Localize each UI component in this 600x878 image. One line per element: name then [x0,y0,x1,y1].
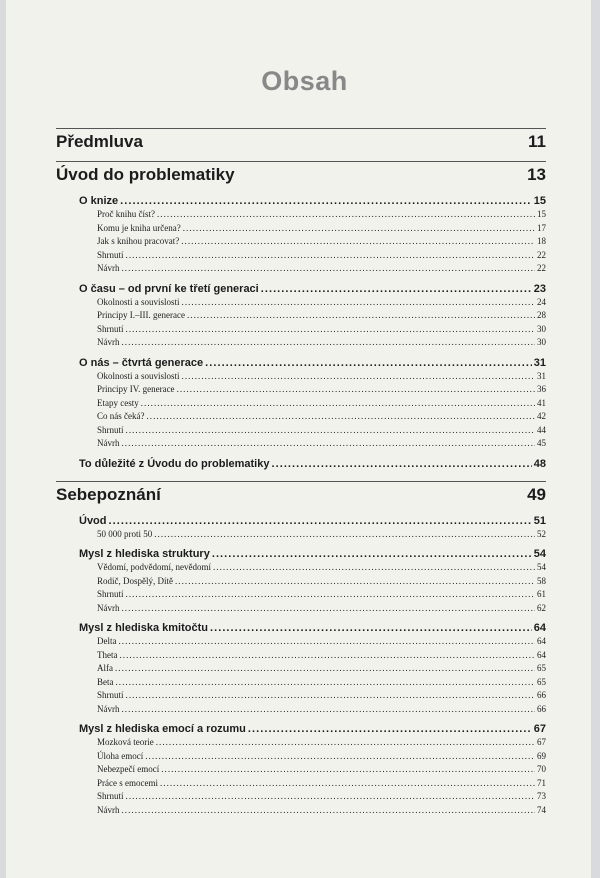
toc-section [56,689,546,703]
toc-section [56,588,546,602]
dot-leader [205,356,532,370]
dot-leader [161,763,535,777]
dot-leader [183,222,535,236]
toc-section-page: 71 [537,777,546,788]
dot-leader [156,736,535,750]
dot-leader [122,336,536,350]
toc-section-page: 30 [537,337,546,347]
dot-leader [175,575,535,589]
toc-section-title: Beta [97,676,114,687]
toc-section-page: 61 [537,589,546,599]
toc-section [56,208,546,222]
toc-chapter-page: 54 [533,548,546,560]
toc-section [56,249,546,263]
dot-leader [126,323,535,337]
toc-section-title: Shrnutí [97,424,124,435]
toc-section-page: 62 [537,602,546,613]
toc-section-title: Jak s knihou pracovat? [97,236,180,246]
toc-part [56,481,546,508]
toc-section-title: Shrnutí [97,589,124,599]
toc-section-page: 58 [537,575,546,586]
dot-leader [120,194,532,208]
dot-leader [182,296,535,310]
toc-section-page: 18 [537,236,546,246]
toc-section [56,296,546,310]
dot-leader [145,750,535,764]
toc-section [56,575,546,589]
toc-section-title: Návrh [97,703,120,714]
toc-section [56,424,546,438]
toc-section [56,262,546,276]
toc-part-title: Úvod do problematiky [56,165,235,184]
toc-section [56,649,546,663]
toc-chapter-title: Mysl z hlediska struktury [79,548,210,560]
toc-section-page: 70 [537,764,546,774]
toc-section-page: 66 [537,703,546,714]
toc-section-title: Shrnutí [97,690,124,700]
toc-section-title: Rodič, Dospělý, Dítě [97,575,173,586]
toc-section-page: 65 [537,676,546,687]
dot-leader [116,676,536,690]
toc-section [56,323,546,337]
toc-part [56,161,546,188]
toc-section-title: Mozková teorie [97,737,154,747]
toc-section-title: Vědomí, podvědomí, nevědomí [97,562,211,572]
toc-section-page: 15 [537,209,546,219]
page-title: Obsah [261,66,348,96]
dot-leader [119,635,536,649]
toc-chapter-page: 67 [533,723,546,735]
dot-leader [141,397,535,411]
toc-chapter [56,194,546,208]
toc-section [56,703,546,717]
dot-leader [187,309,535,323]
toc-section-title: Komu je kniha určena? [97,222,181,233]
toc-part-page: 11 [528,132,546,151]
toc-section [56,410,546,424]
toc-chapter-page: 31 [533,356,546,369]
toc-chapter [56,621,546,635]
dot-leader [120,649,536,663]
dot-leader [122,804,536,818]
toc-section-title: 50 000 proti 50 [97,528,153,539]
toc-section [56,370,546,384]
toc-part-title: Sebepoznání [56,484,161,504]
dot-leader [154,528,535,542]
dot-leader [261,282,532,296]
toc-section [56,528,546,542]
toc-section [56,662,546,676]
toc-part [56,128,546,155]
toc-section-page: 69 [537,750,546,761]
table-of-contents [56,128,546,817]
toc-section-title: Shrnutí [97,249,124,260]
dot-leader [122,262,536,276]
toc-section-page: 22 [537,263,546,273]
toc-chapter-title: Úvod [79,514,107,527]
toc-section-page: 67 [537,737,546,747]
toc-chapter-title: Mysl z hlediska kmitočtu [79,622,208,634]
dot-leader [248,722,532,736]
toc-section-page: 36 [537,384,546,394]
toc-section [56,635,546,649]
toc-section-title: Principy IV. generace [97,384,175,394]
toc-section [56,561,546,575]
toc-section-title: Okolnosti a souvislosti [97,296,180,307]
toc-section-title: Alfa [97,663,113,673]
toc-chapter-page: 15 [533,195,546,207]
toc-chapter [56,457,546,471]
toc-chapter [56,514,546,528]
toc-section [56,790,546,804]
toc-section [56,602,546,616]
toc-section-page: 42 [537,411,546,421]
toc-part-title: Předmluva [56,132,143,151]
toc-chapter [56,547,546,561]
toc-section-page: 24 [537,296,546,307]
toc-section-title: Proč knihu číst? [97,209,155,219]
toc-section-title: Okolnosti a souvislosti [97,370,180,381]
dot-leader [182,370,535,384]
toc-chapter [56,356,546,370]
toc-section-page: 64 [537,649,546,660]
toc-part-page: 13 [527,165,546,184]
toc-chapter-title: O času – od první ke třetí generaci [79,282,259,295]
toc-section [56,676,546,690]
toc-section-title: Práce s emocemi [97,777,158,788]
toc-section-title: Návrh [97,602,120,613]
toc-section [56,437,546,451]
dot-leader [271,457,531,471]
toc-chapter-page: 48 [533,457,546,470]
toc-section [56,804,546,818]
toc-chapter-title: Mysl z hlediska emocí a rozumu [79,723,246,735]
dot-leader [126,689,535,703]
dot-leader [157,208,535,222]
dot-leader [122,437,536,451]
toc-section [56,750,546,764]
toc-section-page: 66 [537,690,546,700]
toc-section-page: 22 [537,249,546,260]
dot-leader [115,662,535,676]
toc-section [56,777,546,791]
dot-leader [122,703,536,717]
dot-leader [213,561,535,575]
toc-chapter-title: O knize [79,195,119,207]
toc-section [56,309,546,323]
toc-section-page: 41 [537,397,546,408]
part-spacer [56,471,546,481]
toc-chapter [56,282,546,296]
toc-chapter-page: 23 [533,282,546,295]
book-page [6,0,591,878]
dot-leader [210,621,532,635]
toc-section-title: Shrnutí [97,323,124,334]
toc-section-page: 31 [537,370,546,381]
toc-chapter-title: To důležité z Úvodu do problematiky [79,457,270,470]
toc-section-title: Návrh [97,337,120,347]
dot-leader [177,383,535,397]
dot-leader [126,588,535,602]
dot-leader [181,235,535,249]
toc-section-page: 73 [537,791,546,801]
toc-section-title: Etapy cesty [97,397,139,408]
toc-section-title: Principy I.–III. generace [97,310,185,320]
toc-section-page: 64 [537,636,546,646]
toc-chapter-page: 64 [533,622,546,634]
dot-leader [126,424,535,438]
toc-chapter-title: O nás – čtvrtá generace [79,356,204,369]
dot-leader [212,547,532,561]
toc-section-page: 17 [537,222,546,233]
toc-chapter [56,722,546,736]
dot-leader [126,249,535,263]
toc-section-title: Úloha emocí [97,750,144,761]
toc-section [56,736,546,750]
dot-leader [122,602,536,616]
toc-section [56,235,546,249]
toc-section-title: Theta [97,649,118,660]
toc-section-page: 54 [537,562,546,572]
toc-section-page: 52 [537,528,546,539]
toc-section-title: Co nás čeká? [97,411,145,421]
dot-leader [146,410,535,424]
toc-section-page: 74 [537,804,546,815]
toc-section [56,383,546,397]
toc-section [56,222,546,236]
toc-section-title: Návrh [97,804,120,815]
toc-section [56,397,546,411]
toc-section-title: Nebezpečí emocí [97,764,160,774]
toc-section-title: Delta [97,636,117,646]
toc-section-title: Návrh [97,438,120,448]
dot-leader [109,514,532,528]
toc-section-page: 65 [537,663,546,673]
toc-section-title: Návrh [97,263,120,273]
toc-section-page: 28 [537,310,546,320]
toc-section [56,763,546,777]
toc-section-page: 45 [537,438,546,448]
toc-section [56,336,546,350]
toc-section-page: 30 [537,323,546,334]
toc-part-page: 49 [527,484,546,504]
dot-leader [160,777,535,791]
toc-section-page: 44 [537,424,546,435]
toc-chapter-page: 51 [533,514,546,527]
dot-leader [126,790,535,804]
toc-section-title: Shrnutí [97,791,124,801]
